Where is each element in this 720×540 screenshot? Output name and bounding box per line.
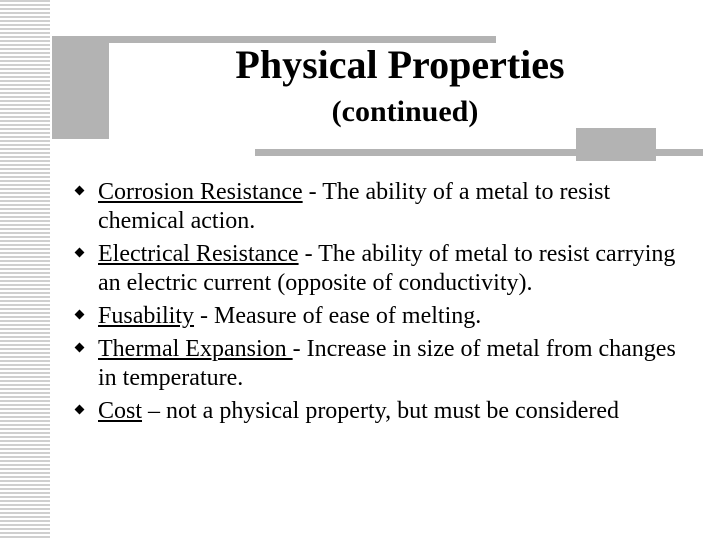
- bullet-text: - The ability of metal to resist carrying an electric current (opposite of conductivity).: [98, 241, 676, 296]
- bullet-item: [76, 335, 696, 393]
- striped-side-decoration: [0, 0, 50, 540]
- bullet-term: Thermal Expansion: [98, 336, 293, 362]
- bullet-item: [76, 178, 696, 236]
- diamond-bullet-icon: [75, 248, 85, 258]
- bullet-list: [76, 178, 696, 430]
- diamond-bullet-icon: [75, 310, 85, 320]
- bullet-text: - Measure of ease of melting.: [194, 303, 482, 329]
- bullet-text: - The ability of a metal to resist chemical action.: [98, 179, 611, 234]
- bullet-item: [76, 302, 696, 331]
- bullet-text: – not a physical property, but must be considered: [142, 398, 620, 424]
- bullet-item: [76, 397, 696, 426]
- diamond-bullet-icon: [75, 343, 85, 353]
- left-accent-block: [52, 36, 109, 139]
- bullet-term: Corrosion Resistance: [98, 179, 303, 205]
- diamond-bullet-icon: [75, 405, 85, 415]
- bullet-text: - Increase in size of metal from changes in temperature.: [98, 336, 676, 391]
- bullet-term: Cost: [98, 398, 143, 424]
- bullet-term: Fusability: [98, 303, 195, 329]
- bullet-item: [76, 240, 696, 298]
- diamond-bullet-icon: [75, 186, 85, 196]
- right-accent-block: [576, 128, 656, 161]
- bullet-term: Electrical Resistance: [98, 241, 299, 267]
- slide-subtitle: (continued): [331, 95, 479, 128]
- slide-title: Physical Properties: [235, 42, 565, 87]
